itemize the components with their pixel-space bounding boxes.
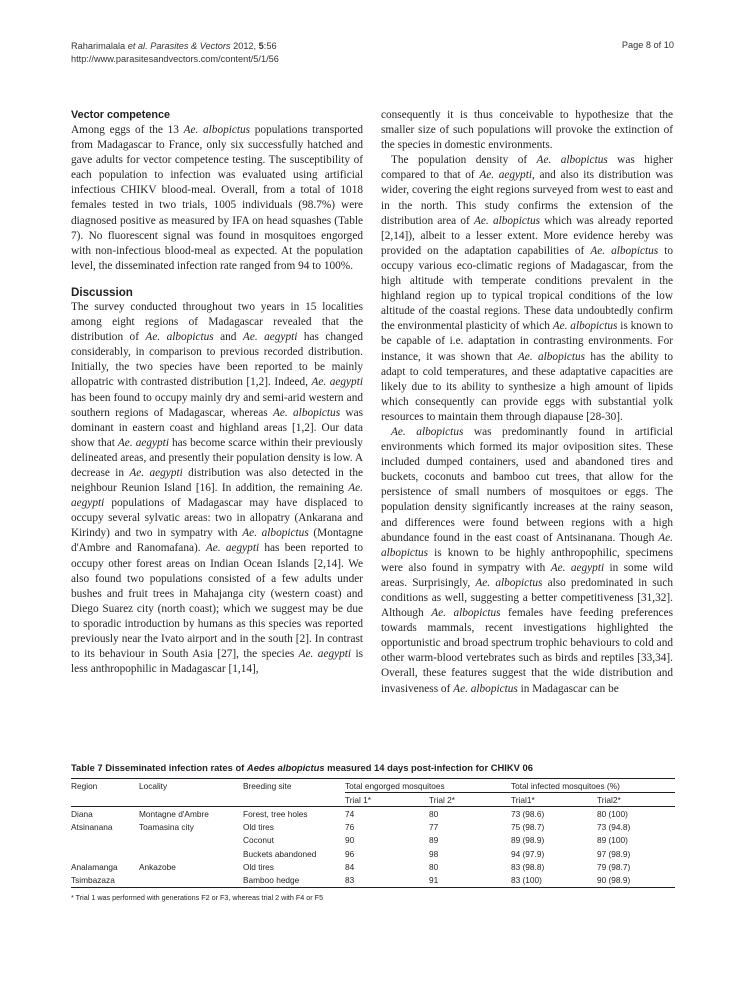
- col-region: Region: [71, 779, 139, 793]
- col-trial1-infected: Trial1*: [511, 793, 597, 807]
- citation-line: Raharimalala et al. Parasites & Vectors 2012, 5:56: [71, 41, 277, 51]
- table-row: Buckets abandoned 96 98 94 (97.9) 97 (98.9): [243, 848, 631, 859]
- table-row: Tsimbazaza Bamboo hedge 83 91 83 (100) 90 (98.9): [71, 873, 675, 887]
- left-column: [71, 108, 363, 677]
- col-engorged: Total engorged mosquitoes: [345, 779, 511, 793]
- table-footnote: * Trial 1 was performed with generations F2 or F3, whereas trial 2 with F4 or F5: [71, 892, 324, 902]
- discussion-paragraph-4: Ae. albopictus was predominantly found in artificial environments which formed its major oviposition sites. These included dumped containers, used and abandoned tires and buckets, coconuts and bamboo cut trees, that allow for the persistence of small numbers of mosquitoes or eggs. The population density significantly increases at the rainy season, and differences were found between regions with a high abundance found in the east coast of Antsinanana. Though Ae. albopictus is known to be highly anthropophilic, specimens were also found in sympatry with Ae. aegypti in some wild areas. Surprisingly, Ae. albopictus also predominated in such conditions as well, suggesting a better competitiveness [31,32]. Although Ae. albopictus females have feeding preferences towards mammals, recent investigations highlighted the opportunistic and broad spectrum trophic behaviours to cold and other warm-blood vertebrates such as birds and reptiles [33,34]. Overall, these features suggest that the wide distribution and invasiveness of Ae. albopictus in Madagascar can be: [381, 425, 673, 695]
- discussion-heading: Discussion: [71, 285, 133, 299]
- table-row: Atsinanana Toamasina city Old tires 76 77 75 (98.7) 73 (94.8): [71, 822, 631, 833]
- page-number: Page 8 of 10: [621, 40, 674, 50]
- vector-competence-paragraph: Among eggs of the 13 Ae. albopictus populations transported from Madagascar to France, only six successfully hatched and gave adults for vector competence testing. The susceptibility of each population to infection was evaluated using artificial infectious CHIKV blood-meal. Overall, from a total of 1018 females tested in two trials, 1005 individuals (98.7%) were diagnosed positive as measured by IFA on head squashes (Table 7). No fluorescent signal was found in mosquitoes engorged with non-infectious blood-meal as expected. At the population level, the disseminated infection rate ranged from 94 to 100%.: [71, 124, 363, 272]
- col-trial2-infected: Trial2*: [597, 793, 675, 807]
- vector-competence-heading: Vector competence: [71, 109, 171, 121]
- table-7-caption: Table 7 Disseminated infection rates of Aedes albopictus measured 14 days post-infection for CHIKV 06: [71, 762, 533, 773]
- discussion-paragraph-1: The survey conducted throughout two years in 15 localities among eight regions of Madagascar revealed that the distribution of Ae. albopictus and Ae. aegypti has changed considerably, in comparison to previous recorded distribution. Initially, the two species have been reported to be mainly allopatric with contrasted distribution [1,2]. Indeed, Ae. aegypti has been found to occupy mainly dry and semi-arid western and southern regions of Madagascar, whereas Ae. albopictus was dominant in eastern coast and highland areas [1,2]. Our data show that Ae. aegypti has become scarce within their previously delineated areas, and presently their population density is low. A decrease in Ae. aegypti distribution was also detected in the neighbour Reunion Island [16]. In addition, the remaining Ae. aegypti populations of Madagascar may have displaced to occupy several sylvatic areas: two in allopatry (Ankarana and Kirindy) and two in sympatry with Ae. albopictus (Montagne d'Ambre and Ranomafana). Ae. aegypti has been reported to occupy other forest areas on Indian Ocean Islands [2,14]. We also found two populations consisted of a few adults under bushes and fruit trees in Mahajanga city (western coast) and Diego Suarez city (north coast); which we suggest may be due to sporadic introduction by humans as this species was reported previously near the Ivato airport and in the south [2]. In contrast to its behaviour in South Asia [27], the species Ae. aegypti is less anthropophilic in Madagascar [1,14],: [71, 300, 363, 676]
- table-row: Analamanga Ankazobe Old tires 84 80 83 (98.8) 79 (98.7): [71, 861, 631, 872]
- col-trial2: Trial 2*: [429, 793, 511, 807]
- table-7: [71, 762, 675, 902]
- col-breeding-site: Breeding site: [243, 779, 345, 793]
- table-row: Diana Montagne d'Ambre Forest, tree holes 74 80 73 (98.6) 80 (100): [71, 808, 628, 819]
- running-header: [71, 40, 279, 66]
- col-trial1: Trial 1*: [345, 793, 429, 807]
- article-url[interactable]: http://www.parasitesandvectors.com/content/5/1/56: [71, 54, 279, 64]
- discussion-paragraph-3: The population density of Ae. albopictus was higher compared to that of Ae. aegypti, and also its distribution was wider, covering the eight regions surveyed from west to east and in the north. This study confirms the extension of the distribution area of Ae. albopictus which was already reported [2,14]), albeit to a lesser extent. More evidence hereby was provided on the adaptation capabilities of Ae. albopictus to occupy various eco-climatic regions of Madagascar, from the high altitude with temperate conditions prevalent in the highland region up to typical tropical conditions of the low altitude of the coastal regions. These data undoubtedly confirm the environmental plasticity of which Ae. albopictus is known to be capable of i.e. adaptation in contrasting environments. For instance, it was shown that Ae. albopictus has the ability to adapt to cold temperatures, and these adaptative capacities are likely due to its ability to synthesize a high amount of lipids which consequently can provide eggs with substantial yolk resources to maintain them through diapause [28-30].: [381, 154, 674, 423]
- infection-rates-table: [71, 778, 675, 888]
- table-row: Coconut 90 89 89 (98.9) 89 (100): [243, 835, 628, 846]
- right-column: [381, 108, 673, 697]
- col-locality: Locality: [139, 779, 243, 793]
- discussion-paragraph-2: consequently it is thus conceivable to hypothesize that the smaller size of such populations will provoke the extinction of the species in domestic environments.: [381, 109, 673, 152]
- table-header-row: [71, 779, 675, 793]
- col-infected: Total infected mosquitoes (%): [511, 779, 675, 793]
- table-subheader-row: [71, 793, 675, 807]
